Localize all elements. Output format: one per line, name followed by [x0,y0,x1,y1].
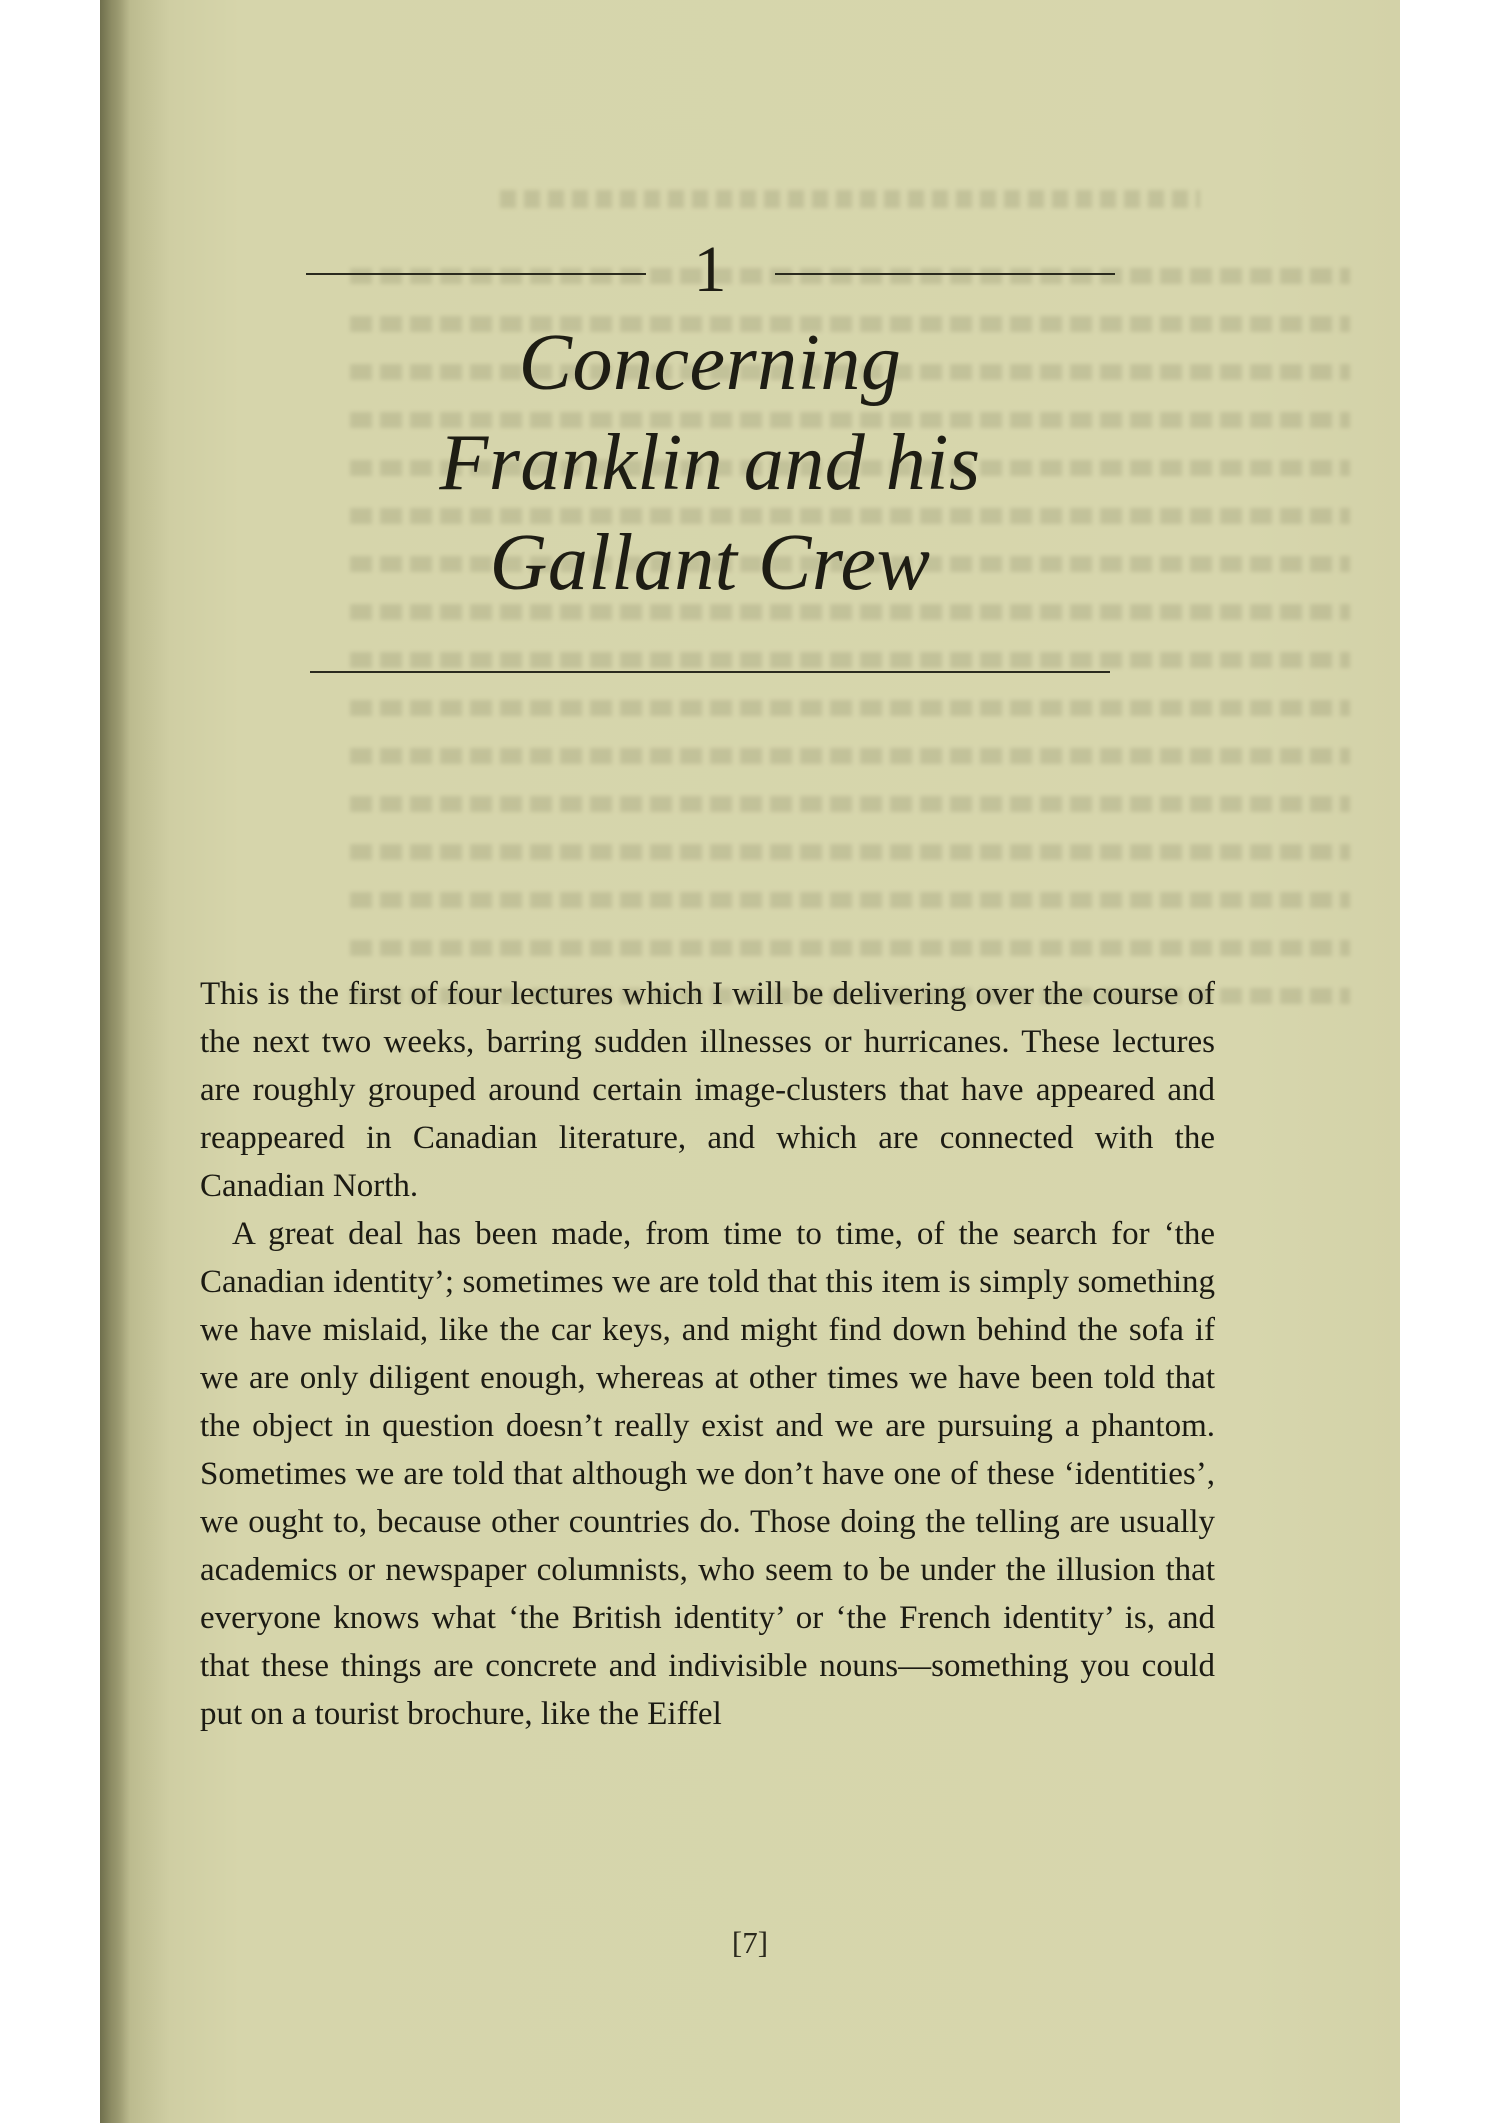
book-spine-shadow [100,0,130,2123]
chapter-rule-bottom [310,671,1110,673]
chapter-rule-right [775,273,1115,275]
chapter-heading [300,235,1120,673]
chapter-title-line: Concerning [518,319,902,407]
chapter-title-line: Franklin and his [439,419,981,507]
chapter-title-line: Gallant Crew [489,519,931,607]
body-text [200,970,1215,1738]
paragraph: This is the first of four lectures which I will be delivering over the course of the next two weeks, barring sudden illnesses or hurricanes. These lectures are roughly grouped around certain image-clusters that have appeared and reappeared in Canadian literature, and which are connected with the Canadian North. [200,976,1215,1204]
paragraph: A great deal has been made, from time to time, of the search for ‘the Canadian identity’; sometimes we are told that this item is simply something we have mislaid, like the car keys, and might find down behind the sofa if we are only diligent enough, whereas at other times we have been told that the object in question doesn’t really exist and we are pursuing a phantom. Sometimes we are told that although we don’t have one of these ‘identities’, we ought to, because other countries do. Those doing the telling are usually academics or newspaper columnists, who seem to be under the illusion that everyone knows what ‘the British identity’ or ‘the French identity’ is, and that these things are concrete and indivisible nouns—something you could put on a tourist brochure, like the Eiffel [200,1216,1215,1732]
page-number: [7] [731,1925,769,1960]
chapter-number: 1 [693,233,727,306]
chapter-number-row [300,235,1120,305]
chapter-title [300,313,1120,613]
